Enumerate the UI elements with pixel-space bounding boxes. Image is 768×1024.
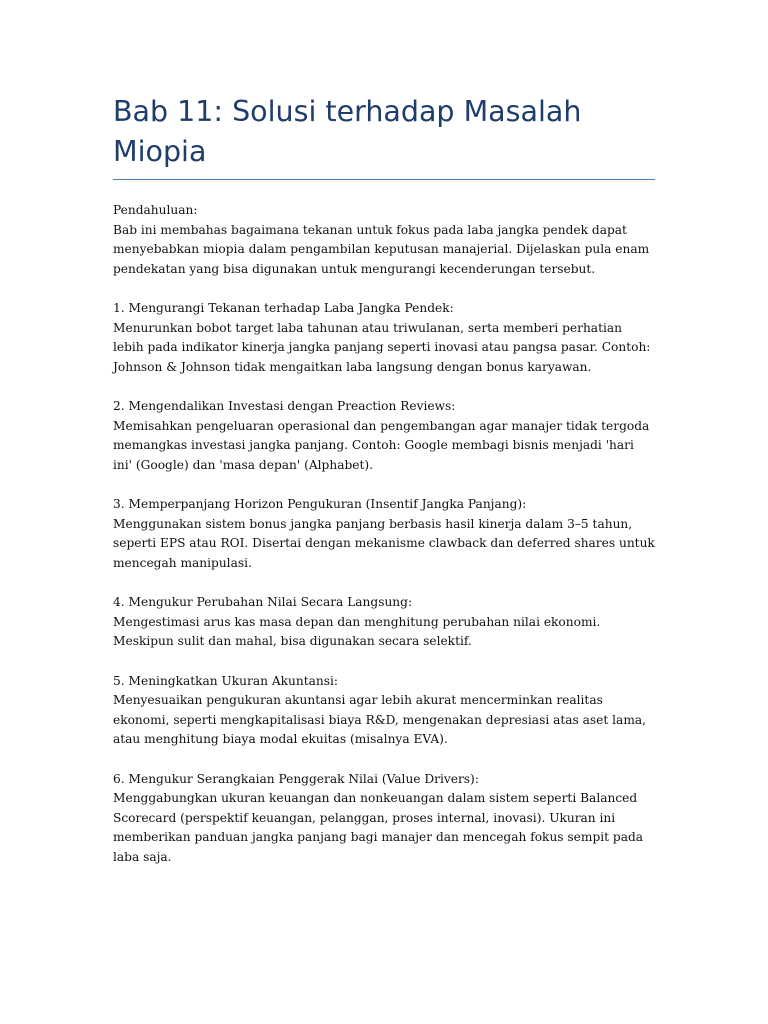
document-page (113, 92, 655, 867)
section-1 (113, 299, 655, 377)
section-3 (113, 495, 655, 573)
section-text: Menggabungkan ukuran keuangan dan nonkeuangan dalam sistem seperti Balanced Scorecard (perspektif keuangan, pelanggan, proses internal, inovasi). Ukuran ini memberikan panduan jangka panjang bagi manajer dan mencegah fokus sempit pada laba saja. (113, 791, 644, 864)
intro-text: Bab ini membahas bagaimana tekanan untuk fokus pada laba jangka pendek dapat menyebabkan miopia dalam pengambilan keputusan manajerial. Dijelaskan pula enam pendekatan yang bisa digunakan untuk mengurangi kecenderungan tersebut. (113, 222, 650, 276)
section-text: Menurunkan bobot target laba tahunan atau triwulanan, serta memberi perhatian lebih pada indikator kinerja jangka panjang seperti inovasi atau pangsa pasar. Contoh: Johnson & Johnson tidak mengaitkan laba langsung dengan bonus karyawan. (113, 320, 651, 374)
section-text: Memisahkan pengeluaran operasional dan pengembangan agar manajer tidak tergoda memangkas investasi jangka panjang. Contoh: Google membagi bisnis menjadi 'hari ini' (Google) dan 'masa depan' (Alphabet). (113, 418, 650, 472)
document-title: Bab 11: Solusi terhadap Masalah Miopia (113, 92, 655, 180)
section-heading: 6. Mengukur Serangkaian Penggerak Nilai (Value Drivers): (113, 771, 479, 786)
section-2 (113, 397, 655, 475)
section-heading: 3. Memperpanjang Horizon Pengukuran (Insentif Jangka Panjang): (113, 497, 527, 511)
section-heading: 5. Meningkatkan Ukuran Akuntansi: (113, 673, 338, 688)
section-heading: 4. Mengukur Perubahan Nilai Secara Langsung: (113, 595, 413, 609)
section-4 (113, 593, 655, 652)
intro-paragraph (113, 201, 655, 279)
section-6 (113, 770, 655, 868)
section-heading: 2. Mengendalikan Investasi dengan Preaction Reviews: (113, 399, 456, 413)
section-text: Menyesuaikan pengukuran akuntansi agar lebih akurat mencerminkan realitas ekonomi, seperti mengkapitalisasi biaya R&D, mengenakan depresiasi atas aset lama, atau menghitung biaya modal ekuitas (misalnya EVA). (113, 693, 647, 746)
section-5 (113, 672, 655, 750)
section-text: Mengestimasi arus kas masa depan dan menghitung perubahan nilai ekonomi. Meskipun sulit dan mahal, bisa digunakan secara selektif. (113, 614, 601, 648)
section-heading: 1. Mengurangi Tekanan terhadap Laba Jangka Pendek: (113, 301, 454, 315)
section-text: Menggunakan sistem bonus jangka panjang berbasis hasil kinerja dalam 3–5 tahun, seperti EPS atau ROI. Disertai dengan mekanisme clawback dan deferred shares untuk mencegah manipulasi. (113, 516, 655, 570)
intro-heading: Pendahuluan: (113, 203, 198, 217)
